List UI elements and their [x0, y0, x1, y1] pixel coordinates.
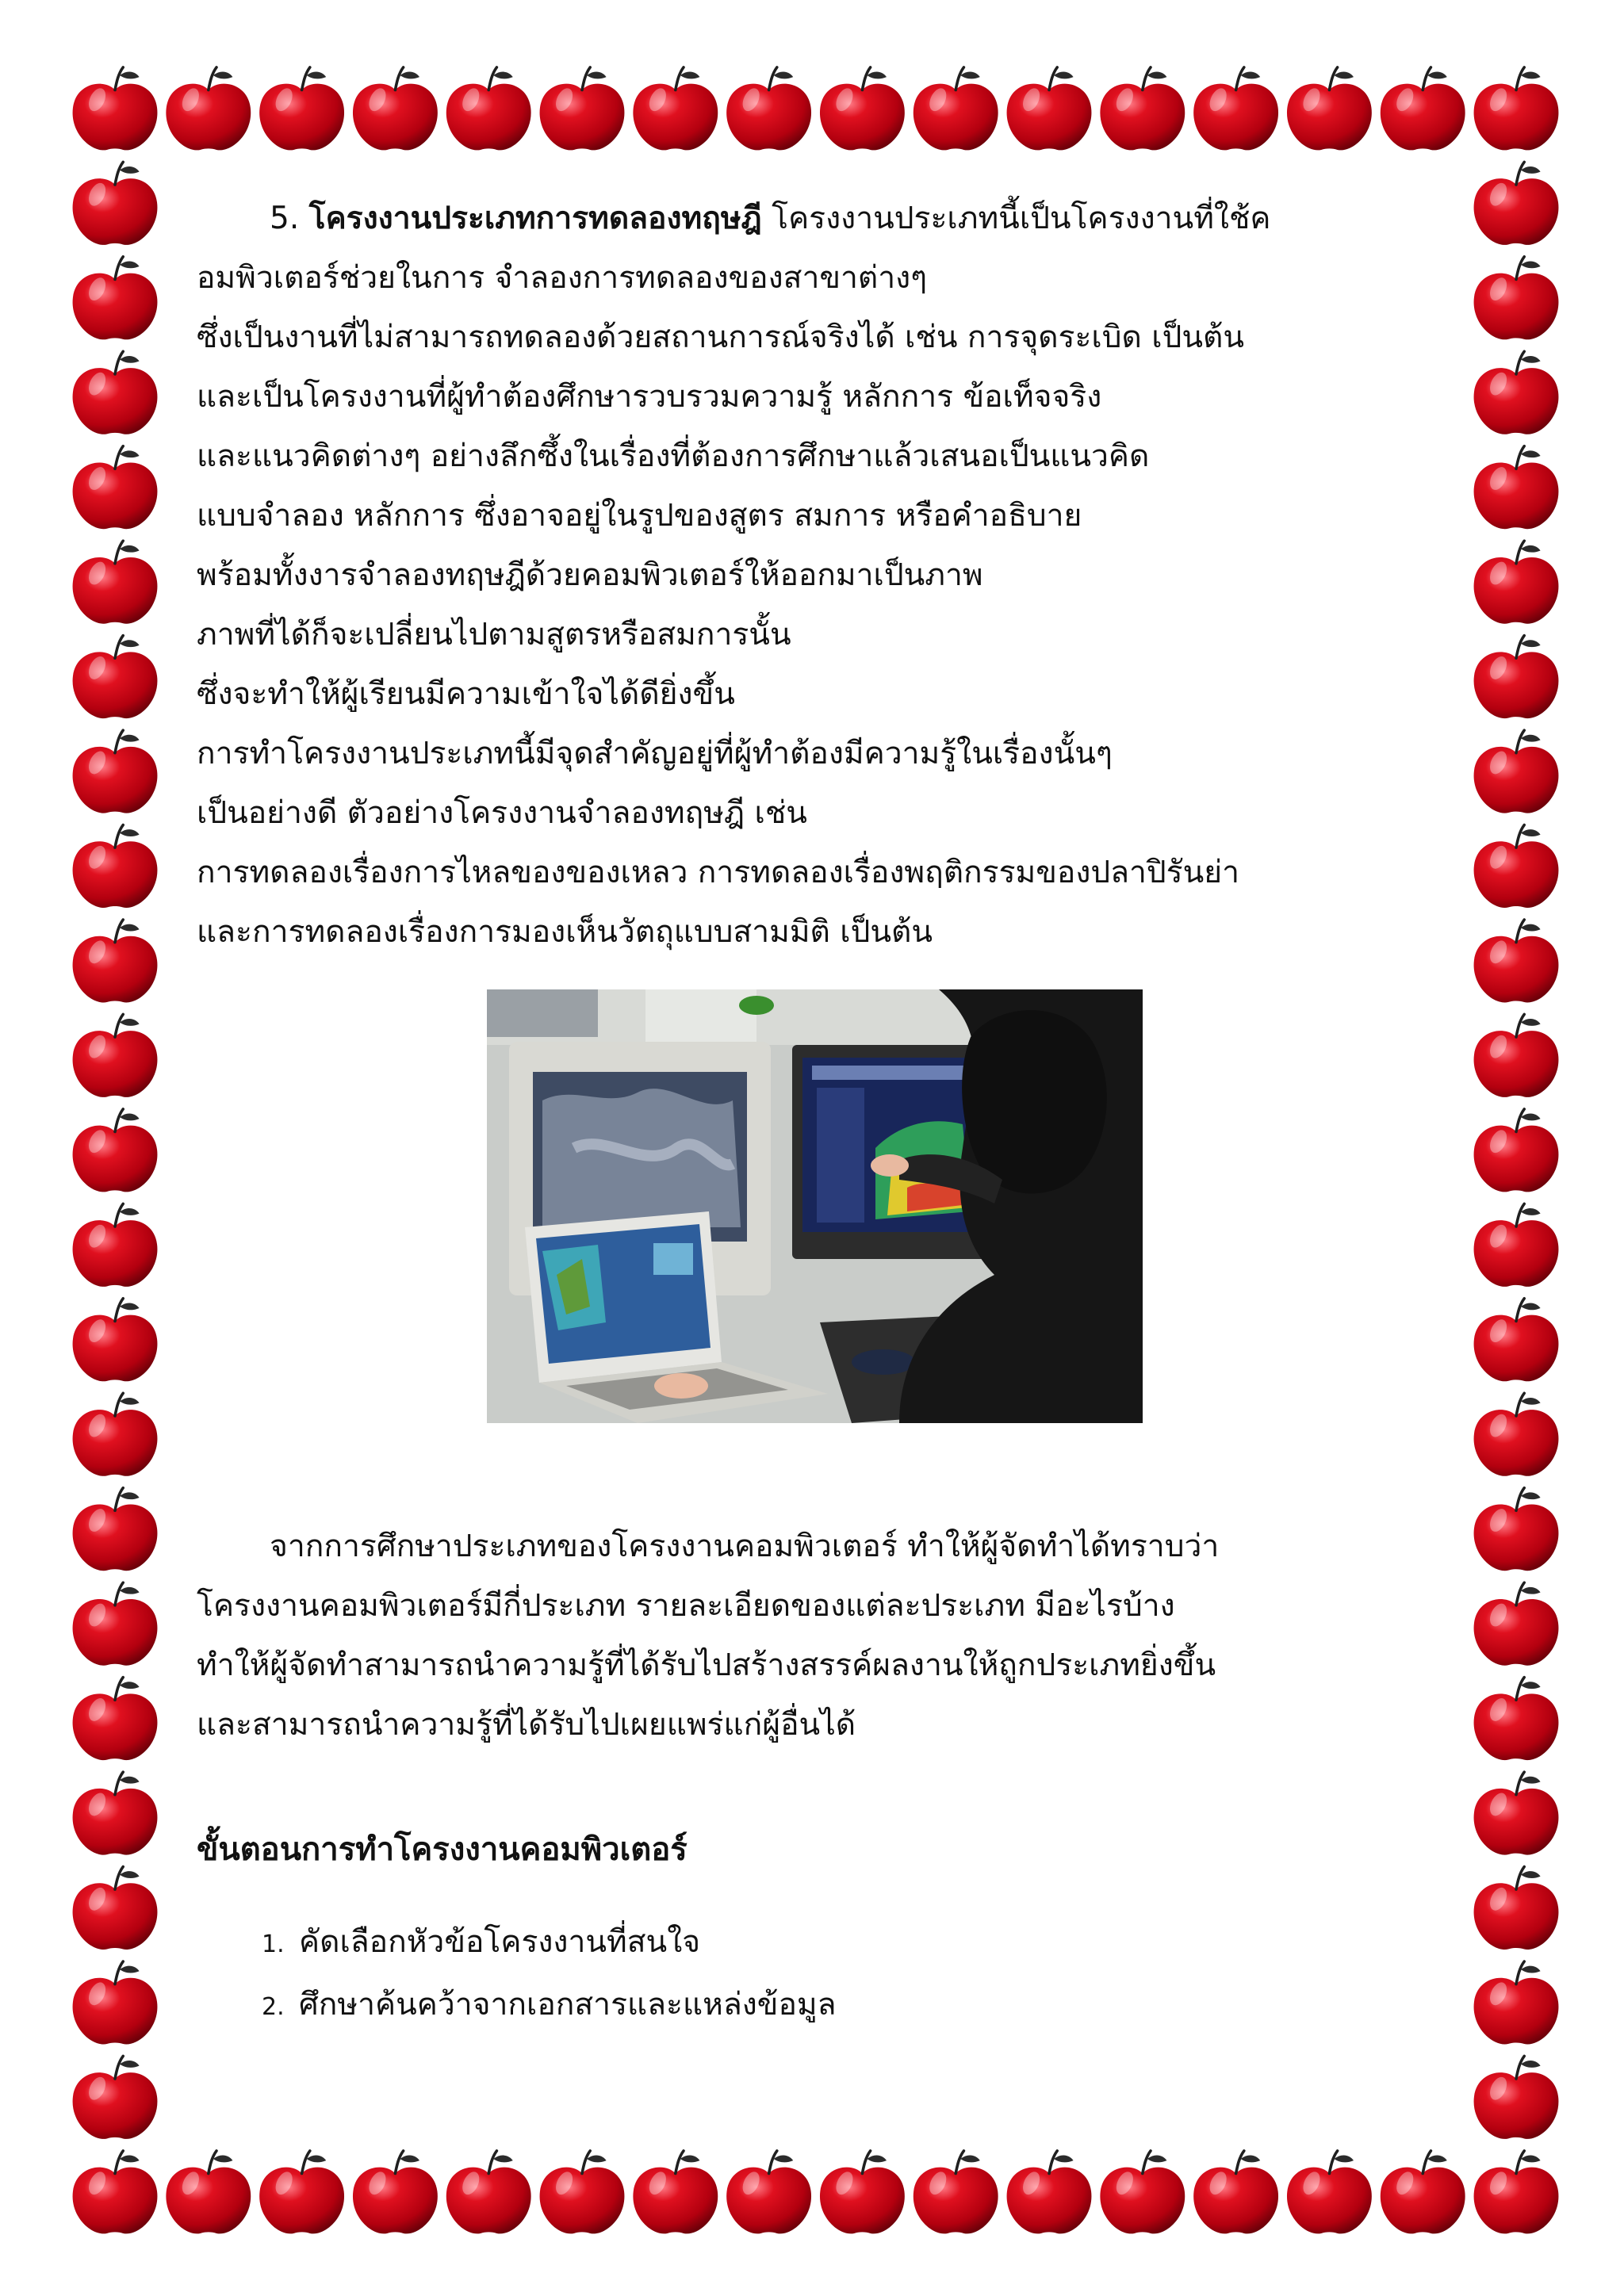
- apple-icon: [73, 1203, 158, 1286]
- apple-icon: [73, 1014, 158, 1096]
- apple-icon: [73, 1109, 158, 1192]
- paragraph-line: แบบจำลอง หลักการ ซึ่งอาจอยู่ในรูปของสูตร สมการ หรือคำอธิบาย: [197, 498, 1082, 534]
- apple-icon: [1007, 2151, 1092, 2233]
- apple-icon: [1287, 67, 1372, 150]
- apple-icon: [73, 1867, 158, 1950]
- paragraph-line: ทำให้ผู้จัดทำสามารถนำความรู้ที่ได้รับไปสร้างสรรค์ผลงานให้ถูกประเภทยิ่งขึ้น: [197, 1647, 1216, 1683]
- apple-icon: [1193, 2151, 1278, 2233]
- paragraph-line: โครงงานคอมพิวเตอร์มีกี่ประเภท รายละเอียดของแต่ละประเภท มีอะไรบ้าง: [197, 1588, 1175, 1624]
- steps-heading: ขั้นตอนการทำโครงงานคอมพิวเตอร์: [197, 1831, 688, 1868]
- paragraph-line: โครงงานประเภทนี้เป็นโครงงานที่ใช้ค: [772, 201, 1271, 236]
- apple-icon: [73, 446, 158, 529]
- apple-icon: [73, 636, 158, 718]
- apple-icon: [1474, 1961, 1559, 2044]
- apple-icon: [1100, 2151, 1185, 2233]
- apple-icon: [73, 1582, 158, 1665]
- steps-list: [262, 1912, 837, 2038]
- apple-icon: [914, 2151, 998, 2233]
- paragraph-line: การทดลองเรื่องการไหลของของเหลว การทดลองเรื่องพฤติกรรมของปลาปิรันย่า: [197, 855, 1240, 890]
- apple-icon: [1100, 67, 1185, 150]
- apple-icon: [1474, 2151, 1559, 2233]
- apple-icon: [1381, 67, 1465, 150]
- paragraph-line: เป็นอย่างดี ตัวอย่างโครงงานจำลองทฤษฎี เช่น: [197, 795, 807, 831]
- section-title: โครงงานประเภทการทดลองทฤษฎี: [308, 201, 762, 236]
- paragraph-line: ซึ่งเป็นงานที่ไม่สามารถทดลองด้วยสถานการณ์จริงได้ เช่น การจุดระเบิด เป็นต้น: [197, 320, 1244, 355]
- apple-icon: [1474, 351, 1559, 434]
- apple-icon: [73, 1488, 158, 1571]
- apple-icon: [446, 2151, 531, 2233]
- apple-icon: [73, 730, 158, 813]
- apple-icon: [166, 67, 251, 150]
- apple-icon: [166, 2151, 251, 2233]
- apple-icon: [1474, 67, 1559, 150]
- apple-icon: [1193, 67, 1278, 150]
- paragraph-line: ภาพที่ได้ก็จะเปลี่ยนไปตามสูตรหรือสมการนั้น: [197, 617, 791, 652]
- apple-icon: [259, 2151, 344, 2233]
- apple-icon: [73, 1678, 158, 1760]
- paragraph-line: และการทดลองเรื่องการมองเห็นวัตถุแบบสามมิติ เป็นต้น: [197, 914, 933, 950]
- apple-icon: [353, 67, 438, 150]
- apple-icon: [73, 1961, 158, 2044]
- list-item-number: 2.: [262, 1993, 285, 2021]
- apple-icon: [1287, 2151, 1372, 2233]
- apple-icon: [1474, 1678, 1559, 1760]
- apple-icon: [259, 67, 344, 150]
- computer-simulation-photo: [487, 989, 1143, 1423]
- apple-icon: [1474, 825, 1559, 908]
- apple-icon: [1474, 1014, 1559, 1096]
- apple-icon: [73, 920, 158, 1002]
- apple-icon: [73, 1393, 158, 1475]
- apple-icon: [73, 162, 158, 244]
- apple-icon: [1474, 1109, 1559, 1192]
- section-5-paragraph: [197, 189, 1434, 962]
- apple-icon: [1474, 636, 1559, 718]
- apple-icon: [73, 2151, 158, 2233]
- apple-icon: [820, 67, 905, 150]
- apple-icon: [914, 67, 998, 150]
- apple-icon: [1474, 1582, 1559, 1665]
- list-item-text: ศึกษาค้นคว้าจากเอกสารและแหล่งข้อมูล: [299, 1987, 837, 2022]
- apple-icon: [73, 2056, 158, 2138]
- list-item-text: คัดเลือกหัวข้อโครงงานที่สนใจ: [299, 1924, 701, 1960]
- apple-icon: [73, 825, 158, 908]
- apple-icon: [1474, 1203, 1559, 1286]
- apple-icon: [73, 1299, 158, 1381]
- apple-icon: [540, 67, 625, 150]
- apple-icon: [1474, 541, 1559, 623]
- apple-icon: [1474, 1867, 1559, 1950]
- list-item: [262, 1912, 837, 1975]
- apple-icon: [1474, 1299, 1559, 1381]
- apple-icon: [820, 2151, 905, 2233]
- apple-icon: [73, 67, 158, 150]
- paragraph-line: พร้อมทั้งงารจำลองทฤษฎีด้วยคอมพิวเตอร์ให้ออกมาเป็นภาพ: [197, 557, 983, 593]
- apple-icon: [353, 2151, 438, 2233]
- list-item-number: 1.: [262, 1931, 285, 1958]
- apple-icon: [1474, 730, 1559, 813]
- apple-icon: [1474, 1393, 1559, 1475]
- paragraph-line: อมพิวเตอร์ช่วยในการ จำลองการทดลองของสาขาต่างๆ: [197, 260, 928, 296]
- paragraph-line: และแนวคิดต่างๆ อย่างลึกซึ้งในเรื่องที่ต้องการศึกษาแล้วเสนอเป็นแนวคิด: [197, 438, 1150, 474]
- list-item: [262, 1975, 837, 2038]
- apple-icon: [1474, 2056, 1559, 2138]
- paragraph-line: ซึ่งจะทำให้ผู้เรียนมีความเข้าใจได้ดียิ่งขึ้น: [197, 676, 735, 712]
- summary-paragraph: [197, 1517, 1434, 1755]
- apple-icon: [540, 2151, 625, 2233]
- paragraph-line: การทำโครงงานประเภทนี้มีจุดสำคัญอยู่ที่ผู้ทำต้องมีความรู้ในเรื่องนั้นๆ: [197, 736, 1113, 771]
- apple-icon: [1474, 1488, 1559, 1571]
- apple-icon: [446, 67, 531, 150]
- apple-icon: [73, 351, 158, 434]
- section-number: 5.: [270, 201, 300, 236]
- apple-icon: [1007, 67, 1092, 150]
- apple-icon: [73, 257, 158, 339]
- apple-icon: [726, 67, 811, 150]
- apple-icon: [1474, 920, 1559, 1002]
- apple-icon: [1474, 162, 1559, 244]
- apple-icon: [73, 1772, 158, 1854]
- section-5-first-line: [197, 189, 1434, 248]
- apple-icon: [1474, 446, 1559, 529]
- apple-icon: [1474, 257, 1559, 339]
- apple-icon: [1474, 1772, 1559, 1854]
- paragraph-line: และสามารถนำความรู้ที่ได้รับไปเผยแพร่แก่ผู้อื่นได้: [197, 1707, 856, 1743]
- apple-icon: [633, 2151, 718, 2233]
- apple-icon: [726, 2151, 811, 2233]
- apple-icon: [73, 541, 158, 623]
- paragraph-line: และเป็นโครงงานที่ผู้ทำต้องศึกษารวบรวมความรู้ หลักการ ข้อเท็จจริง: [197, 379, 1102, 415]
- paragraph-line: จากการศึกษาประเภทของโครงงานคอมพิวเตอร์ ทำให้ผู้จัดทำได้ทราบว่า: [270, 1529, 1220, 1564]
- apple-icon: [1381, 2151, 1465, 2233]
- apple-icon: [633, 67, 718, 150]
